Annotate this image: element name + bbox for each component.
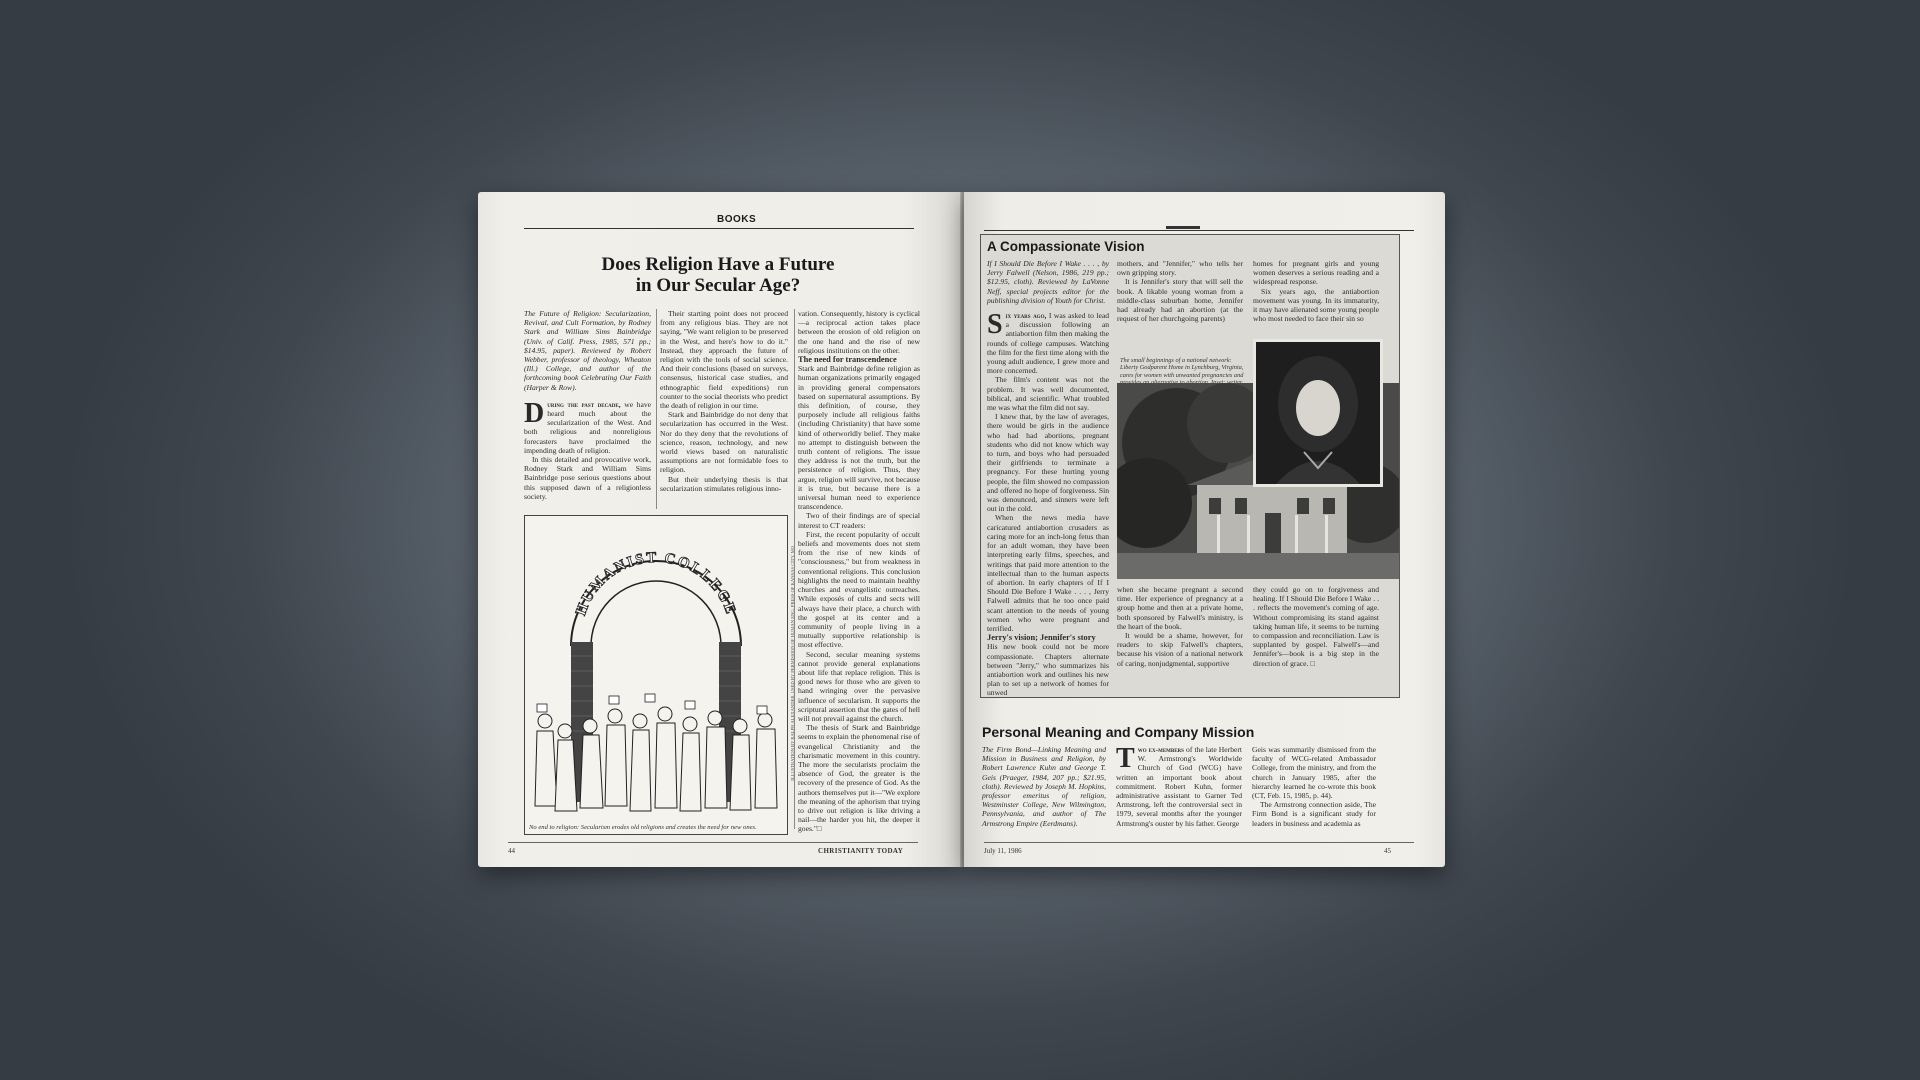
headline-line-2: in Our Secular Age? xyxy=(635,275,801,296)
svg-text:HUMANIST COLLEGE xyxy=(573,550,739,618)
paragraph: Second, secular meaning systems cannot provide general explanations about life that replace religion. This is good news for those who are given to hand wringing over the pervasive influence of secularism. It supports the scriptural assertion that the gates of hell will not prevail against the church. xyxy=(798,649,920,723)
illustration-caption: No end to religion: Secularism erodes old religions and creates the need for new ones. xyxy=(529,824,757,831)
review-info: The Firm Bond—Linking Meaning and Mission in Business and Religion, by Robert Lawrence Kuhn and George T. Geis (Praeger, 1984, 207 pp.; $21.95, cloth). Reviewed by Joseph M. Hopkins, professor emeritus of religion, Westminster College, New Wilmington, Pennsylvania, and author of The Armstrong Empire (Eerdmans). xyxy=(982,745,1106,828)
sidebar-column-2-top xyxy=(1117,259,1243,323)
paragraph: of the late Herbert W. Armstrong's Worldwide Church of God (WCG) have written an important book about commitment. Robert Kuhn, former administrative assistant to Garner Ted Armstrong, left the controversial sect in 1979, several months after the younger Armstrong's ouster by his father. George xyxy=(1116,745,1243,828)
drop-cap: T xyxy=(1116,743,1135,774)
magazine-spread xyxy=(478,192,1445,870)
paragraph: When the news media have caricatured antiabortion crusaders as caring more for an inch-long fetus than for an adult woman, they have been interpreting early films, speeches, and writings that paid more attention to the intellectual than to the human aspects of abortion. In early chapters of If I Should Die Before I Wake . . . , Jerry Falwell admits that he too once paid scant attention to the needs of young women who were pregnant and terrified. xyxy=(987,513,1109,633)
left-column-3 xyxy=(798,309,920,834)
paragraph: First, the recent popularity of occult beliefs and movements does not stem from the rise of new kinds of "consciousness," but from weakness in conventional religions. This conclusion highlights the need to maintain healthy churches and evangelistic outreaches. While exposés of cults and sects will always have their place, a church with the gospel at its center and a community of people living in a mutually supportive relationship is most effective. xyxy=(798,529,920,650)
footer-rule xyxy=(984,842,1414,843)
paragraph: But their underlying thesis is that secularization stimulates religious inno- xyxy=(660,474,788,493)
page-number: 45 xyxy=(1384,847,1391,855)
paragraph: Six years ago, the antiabortion movement was young. In its immaturity, it may have alienated some young people who most needed to face their sin so xyxy=(1253,286,1379,324)
paragraph: In this detailed and provocative work, Rodney Stark and William Sims Bainbridge pose serious questions about this supposed dawn of a religionless society. xyxy=(524,455,651,501)
paragraph: they could go on to forgiveness and healing. If I Should Die Before I Wake . . . reflects the movement's coming of age. Without compromising its stand against taking human life, it seems to be turning to compassion and reconciliation. Law is supplanted by gospel. Falwell's—and Jennifer's—book is a big step in the direction of grace. □ xyxy=(1253,585,1379,668)
paragraph: The Armstrong connection aside, The Firm Bond is a significant study for leaders in business and academia as xyxy=(1252,800,1376,828)
article-title: Personal Meaning and Company Mission xyxy=(982,724,1255,740)
page-title xyxy=(538,254,898,296)
lead-paragraph xyxy=(524,397,652,455)
paragraph: mothers, and "Jennifer," who tells her own gripping story. xyxy=(1117,259,1243,278)
headline-line-1: Does Religion Have a Future xyxy=(601,254,835,275)
photo-jennifer-simpson xyxy=(1253,339,1383,487)
paragraph: Geis was summarily dismissed from the faculty of WCG-related Ambassador College, from the ministry, and from the church in January 1985, after the hierarchy learned he co-wrote this book (CT, Feb. 15, 1985, p. 44). xyxy=(1252,745,1376,801)
footer-rule xyxy=(508,842,918,843)
paragraph: Their starting point does not proceed from any religious bias. They are not saying, "We want religion to be preserved in the West, and here's how to do it." Instead, they approach the future of religion with the tools of social science. And their conclusions (based on surveys, consensus, historical case studies, and ethnographic field expeditions) run counter to the social theorists who predict the death of religion in our time. xyxy=(660,309,788,411)
review-info: The Future of Religion: Secularization, Revival, and Cult Formation, by Rodney Stark and William Sims Bainbridge (Univ. of Calif. Press, 1985, 571 pp.; $14.95, paper). Reviewed by Robert Webber, professor of theology, Wheaton (Ill.) College, and author of the forthcoming book Celebrating Our Faith (Harper & Row). xyxy=(524,309,651,392)
subheading: Jerry's vision; Jennifer's story xyxy=(987,633,1096,643)
sidebar-column-2-bottom xyxy=(1117,585,1243,668)
issue-date: July 11, 1986 xyxy=(984,847,1022,855)
paragraph: homes for pregnant girls and young women deserves a serious reading and a widespread response. xyxy=(1253,259,1379,287)
section-tag: BOOKS xyxy=(717,214,757,225)
illustration-humanist-college xyxy=(524,515,795,835)
subheading: The need for transcendence xyxy=(798,355,897,365)
paragraph: Two of their findings are of special interest to CT readers: xyxy=(798,511,920,530)
lead-caps: uring the past decade, xyxy=(547,399,621,409)
paragraph: I was asked to lead a discussion following an antiabortion film then making the rounds of college campuses. Watching the film for the first time along with the young adult audience, I grew more and more concerned. xyxy=(987,311,1110,376)
paragraph: Stark and Bainbridge define religion as human organizations primarily engaged in providing general compensators based on supernatural assumptions. By this definition, of course, they purposely include all religious faiths (including Christianity) that have some kind of otherworldly belief. They make no attempt to distinguish between the truth content of religions. The issue they address is not the truth, but the persistence of religion. Thus, they argue, religion will survive, not because it is true, but because there is a universal human need to experience transcendence. xyxy=(798,364,920,512)
paragraph: It would be a shame, however, for readers to skip Falwell's chapters, because his vision of a national network of caring, nonjudgmental, supportive xyxy=(1117,631,1243,668)
article2-column-2 xyxy=(1116,745,1242,828)
lead-caps: ix years ago, xyxy=(1005,311,1047,321)
photo-caption: The small beginnings of a national network: Liberty Godparent Home in Lynchburg, Virginia, cares for women with unwanted pregnancies and xyxy=(1120,357,1244,379)
drop-cap: S xyxy=(987,309,1003,341)
lead-caps: wo ex-members xyxy=(1137,745,1184,754)
right-page xyxy=(964,192,1445,867)
magazine-name: CHRISTIANITY TODAY xyxy=(818,847,904,855)
lead-paragraph xyxy=(1116,745,1242,828)
left-column-2 xyxy=(660,309,788,493)
column-divider xyxy=(656,309,657,509)
article2-column-1 xyxy=(982,745,1106,828)
sidebar-compassionate-vision xyxy=(980,234,1400,698)
top-rule xyxy=(524,228,914,229)
paragraph: Stark and Bainbridge do not deny that secularization has occurred in the West. Nor do they deny that the revolutions of science, reason, technology, and new world views based on naturalistic assumptions are not formidable foes to religion. xyxy=(660,410,788,475)
paragraph: The thesis of Stark and Bainbridge seems to explain the phenomenal rise of evangelical Christianity and the charismatic movement in this country. The more the secularists proclaim the absence of God, the greater is the recovery of the presence of God. As the authors themselves put it—"We explore the meaning of the aphorism that trying to drive out religion is like driving a nail—the harder you hit, the deeper it goes."□ xyxy=(798,723,920,834)
arch-text: HUMANIST COLLEGE xyxy=(573,549,739,618)
paragraph: we have heard much about the secularization of the West. And both religious and nonreligious forecasters have proclaimed the impending death of religion. xyxy=(524,399,652,455)
left-page xyxy=(478,192,962,867)
paragraph: It is Jennifer's story that will sell the book. A likable young woman from a middle-class suburban home, Jennifer had already had an abortion (at the request of her churchgoing parents) xyxy=(1117,277,1243,324)
review-info: If I Should Die Before I Wake . . . , by Jerry Falwell (Nelson, 1986, 219 pp.; $12.95, cloth). Reviewed by LaVonne Neff, special projects editor for the publishing division of Youth for Christ. xyxy=(987,259,1109,305)
article2-column-3 xyxy=(1252,745,1376,828)
sidebar-column-3-top xyxy=(1253,259,1379,323)
lead-paragraph xyxy=(987,311,1109,375)
sidebar-title: A Compassionate Vision xyxy=(987,239,1145,254)
paragraph: vation. Consequently, history is cyclical—a reciprocal action takes place between the erosion of old religion on the one hand and the rise of new religious institutions on the other. xyxy=(798,309,920,355)
sidebar-column-1 xyxy=(987,259,1109,698)
top-rule xyxy=(984,230,1414,231)
portrait-image xyxy=(1256,342,1380,484)
page-number: 44 xyxy=(508,847,515,855)
paragraph: when she became pregnant a second time. Her experience of pregnancy at a group home and then at a private home, both sponsored by Falwell's ministry, is the heart of the book. xyxy=(1117,585,1243,631)
header-mark xyxy=(1166,226,1200,229)
arch-illustration xyxy=(525,516,787,834)
paragraph: I knew that, by the law of averages, there would be girls in the audience who had had abortions, pregnant students who did not know which way to turn, and boys who had persuaded their girlfriends to terminate a pregnancy. For these hurting young people, the film showed no compassion and offered no hope of forgiveness. Sin was denounced, and sinners were left out in the cold. xyxy=(987,412,1109,514)
illustration-credit: ILLUSTRATION BY RALPH ALEXANDER, USED BY PERMISSION OF HUMAN ENG. PRESS OF KANSAS CITY, MO xyxy=(790,546,795,781)
drop-cap: D xyxy=(524,397,545,429)
sidebar-column-3-bottom xyxy=(1253,585,1379,668)
paragraph: The film's content was not the problem. It was well documented, biblical, and scientific. What troubled me was what the film did not say. xyxy=(987,375,1109,413)
paragraph: His new book could not be more compassionate. Chapters alternate between "Jerry," who summarizes his antiabortion work and outlines his new plan to set up a network of homes for unwed xyxy=(987,642,1109,698)
left-column-1 xyxy=(524,309,651,501)
